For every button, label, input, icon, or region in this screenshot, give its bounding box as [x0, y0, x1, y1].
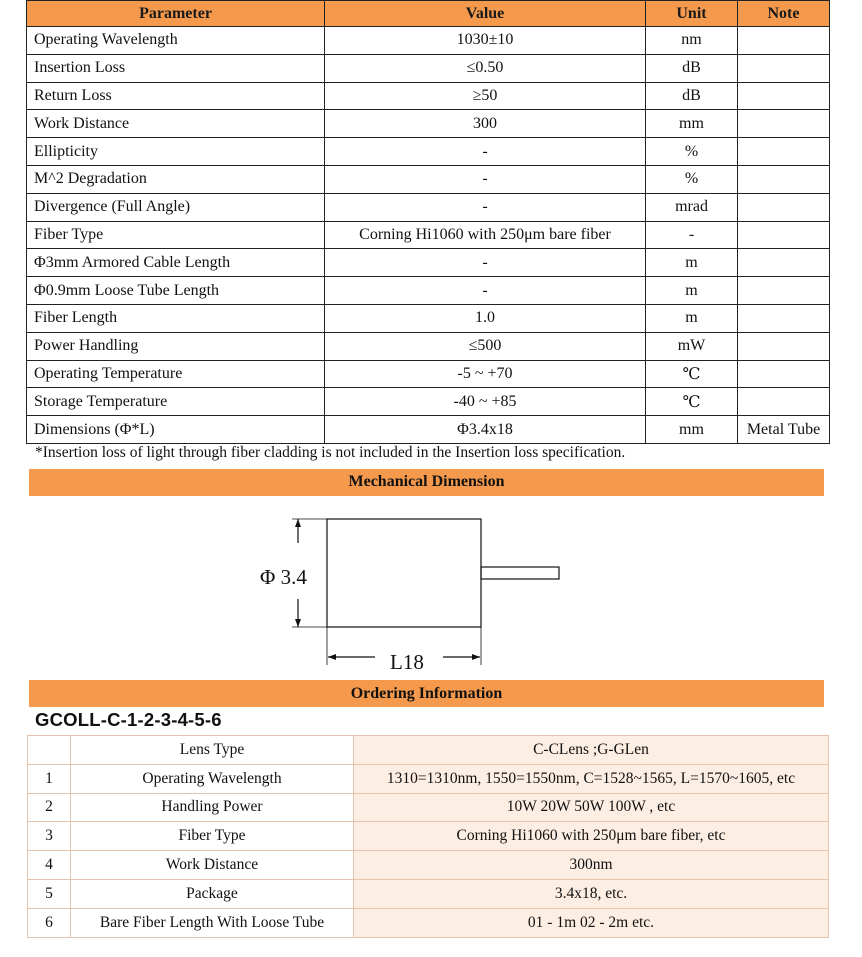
value-cell: -	[325, 165, 646, 193]
parameter-cell: Φ3mm Armored Cable Length	[27, 249, 325, 277]
spec-row	[27, 82, 830, 110]
note-cell	[738, 221, 830, 249]
value-cell: Corning Hi1060 with 250μm bare fiber	[325, 221, 646, 249]
ordering-index-cell: 5	[28, 879, 71, 908]
note-cell	[738, 360, 830, 388]
ordering-information-title: Ordering Information	[29, 680, 824, 707]
note-cell	[738, 54, 830, 82]
header-unit: Unit	[646, 1, 738, 27]
unit-cell: mm	[646, 110, 738, 138]
ordering-row	[28, 793, 829, 822]
spec-row	[27, 54, 830, 82]
ordering-field-cell: Operating Wavelength	[71, 764, 354, 793]
ordering-index-cell: 6	[28, 908, 71, 937]
value-cell: 300	[325, 110, 646, 138]
ordering-index-cell: 1	[28, 764, 71, 793]
length-label: L18	[390, 650, 424, 674]
note-cell: Metal Tube	[738, 416, 830, 444]
spec-row	[27, 165, 830, 193]
diameter-label: Φ 3.4	[260, 565, 307, 589]
unit-cell: dB	[646, 54, 738, 82]
ordering-options-cell: C-CLens ;G-GLen	[354, 736, 829, 765]
note-cell	[738, 193, 830, 221]
unit-cell: m	[646, 249, 738, 277]
value-cell: ≥50	[325, 82, 646, 110]
value-cell: ≤500	[325, 332, 646, 360]
mechanical-drawing	[240, 505, 580, 675]
value-cell: -	[325, 249, 646, 277]
spec-row	[27, 221, 830, 249]
spec-row	[27, 277, 830, 305]
parameter-cell: Operating Temperature	[27, 360, 325, 388]
ordering-row	[28, 908, 829, 937]
ordering-options-cell: Corning Hi1060 with 250μm bare fiber, etc	[354, 822, 829, 851]
unit-cell: nm	[646, 27, 738, 55]
ordering-row	[28, 879, 829, 908]
value-cell: 1.0	[325, 304, 646, 332]
ordering-field-cell: Package	[71, 879, 354, 908]
note-cell	[738, 138, 830, 166]
header-value: Value	[325, 1, 646, 27]
ordering-options-cell: 300nm	[354, 851, 829, 880]
ordering-field-cell: Bare Fiber Length With Loose Tube	[71, 908, 354, 937]
spec-row	[27, 110, 830, 138]
unit-cell: -	[646, 221, 738, 249]
unit-cell: dB	[646, 82, 738, 110]
parameter-cell: Dimensions (Φ*L)	[27, 416, 325, 444]
ordering-row	[28, 736, 829, 765]
spec-row	[27, 27, 830, 55]
unit-cell: mrad	[646, 193, 738, 221]
header-parameter: Parameter	[27, 1, 325, 27]
parameter-cell: Fiber Length	[27, 304, 325, 332]
unit-cell: m	[646, 277, 738, 305]
unit-cell: mm	[646, 416, 738, 444]
parameter-cell: Return Loss	[27, 82, 325, 110]
note-cell	[738, 304, 830, 332]
parameter-cell: Power Handling	[27, 332, 325, 360]
parameter-cell: Fiber Type	[27, 221, 325, 249]
value-cell: -5 ~ +70	[325, 360, 646, 388]
parameter-cell: M^2 Degradation	[27, 165, 325, 193]
note-cell	[738, 388, 830, 416]
note-cell	[738, 277, 830, 305]
spec-row	[27, 332, 830, 360]
collimator-body	[327, 519, 481, 627]
ordering-row	[28, 822, 829, 851]
parameter-cell: Storage Temperature	[27, 388, 325, 416]
spec-row	[27, 388, 830, 416]
value-cell: -	[325, 277, 646, 305]
ordering-table	[27, 735, 829, 938]
note-cell	[738, 332, 830, 360]
note-cell	[738, 110, 830, 138]
note-cell	[738, 82, 830, 110]
ordering-options-cell: 1310=1310nm, 1550=1550nm, C=1528~1565, L=1570~1605, etc	[354, 764, 829, 793]
header-note: Note	[738, 1, 830, 27]
value-cell: -40 ~ +85	[325, 388, 646, 416]
ordering-row	[28, 851, 829, 880]
note-cell	[738, 27, 830, 55]
ordering-row	[28, 764, 829, 793]
parameter-cell: Insertion Loss	[27, 54, 325, 82]
unit-cell: ℃	[646, 388, 738, 416]
spec-row	[27, 249, 830, 277]
ordering-options-cell: 10W 20W 50W 100W , etc	[354, 793, 829, 822]
unit-cell: %	[646, 165, 738, 193]
parameter-cell: Operating Wavelength	[27, 27, 325, 55]
unit-cell: m	[646, 304, 738, 332]
ordering-field-cell: Fiber Type	[71, 822, 354, 851]
parameter-cell: Divergence (Full Angle)	[27, 193, 325, 221]
spec-row	[27, 193, 830, 221]
ordering-index-cell	[28, 736, 71, 765]
ordering-field-cell: Lens Type	[71, 736, 354, 765]
spec-row	[27, 416, 830, 444]
unit-cell: %	[646, 138, 738, 166]
note-cell	[738, 249, 830, 277]
ordering-field-cell: Handling Power	[71, 793, 354, 822]
note-cell	[738, 165, 830, 193]
mechanical-dimension-title: Mechanical Dimension	[29, 469, 824, 496]
ordering-code: GCOLL-C-1-2-3-4-5-6	[35, 709, 222, 730]
value-cell: ≤0.50	[325, 54, 646, 82]
parameter-cell: Ellipticity	[27, 138, 325, 166]
ordering-options-cell: 3.4x18, etc.	[354, 879, 829, 908]
ordering-options-cell: 01 - 1m 02 - 2m etc.	[354, 908, 829, 937]
insertion-loss-footnote: *Insertion loss of light through fiber cladding is not included in the Insertion loss specification.	[35, 444, 626, 461]
spec-header-row	[27, 1, 830, 27]
ordering-field-cell: Work Distance	[71, 851, 354, 880]
unit-cell: ℃	[646, 360, 738, 388]
value-cell: -	[325, 138, 646, 166]
spec-row	[27, 360, 830, 388]
value-cell: 1030±10	[325, 27, 646, 55]
spec-row	[27, 304, 830, 332]
ordering-index-cell: 4	[28, 851, 71, 880]
ordering-index-cell: 2	[28, 793, 71, 822]
value-cell: Φ3.4x18	[325, 416, 646, 444]
value-cell: -	[325, 193, 646, 221]
spec-table	[26, 0, 830, 444]
spec-row	[27, 138, 830, 166]
ordering-index-cell: 3	[28, 822, 71, 851]
parameter-cell: Φ0.9mm Loose Tube Length	[27, 277, 325, 305]
unit-cell: mW	[646, 332, 738, 360]
fiber-tail	[481, 567, 559, 579]
parameter-cell: Work Distance	[27, 110, 325, 138]
